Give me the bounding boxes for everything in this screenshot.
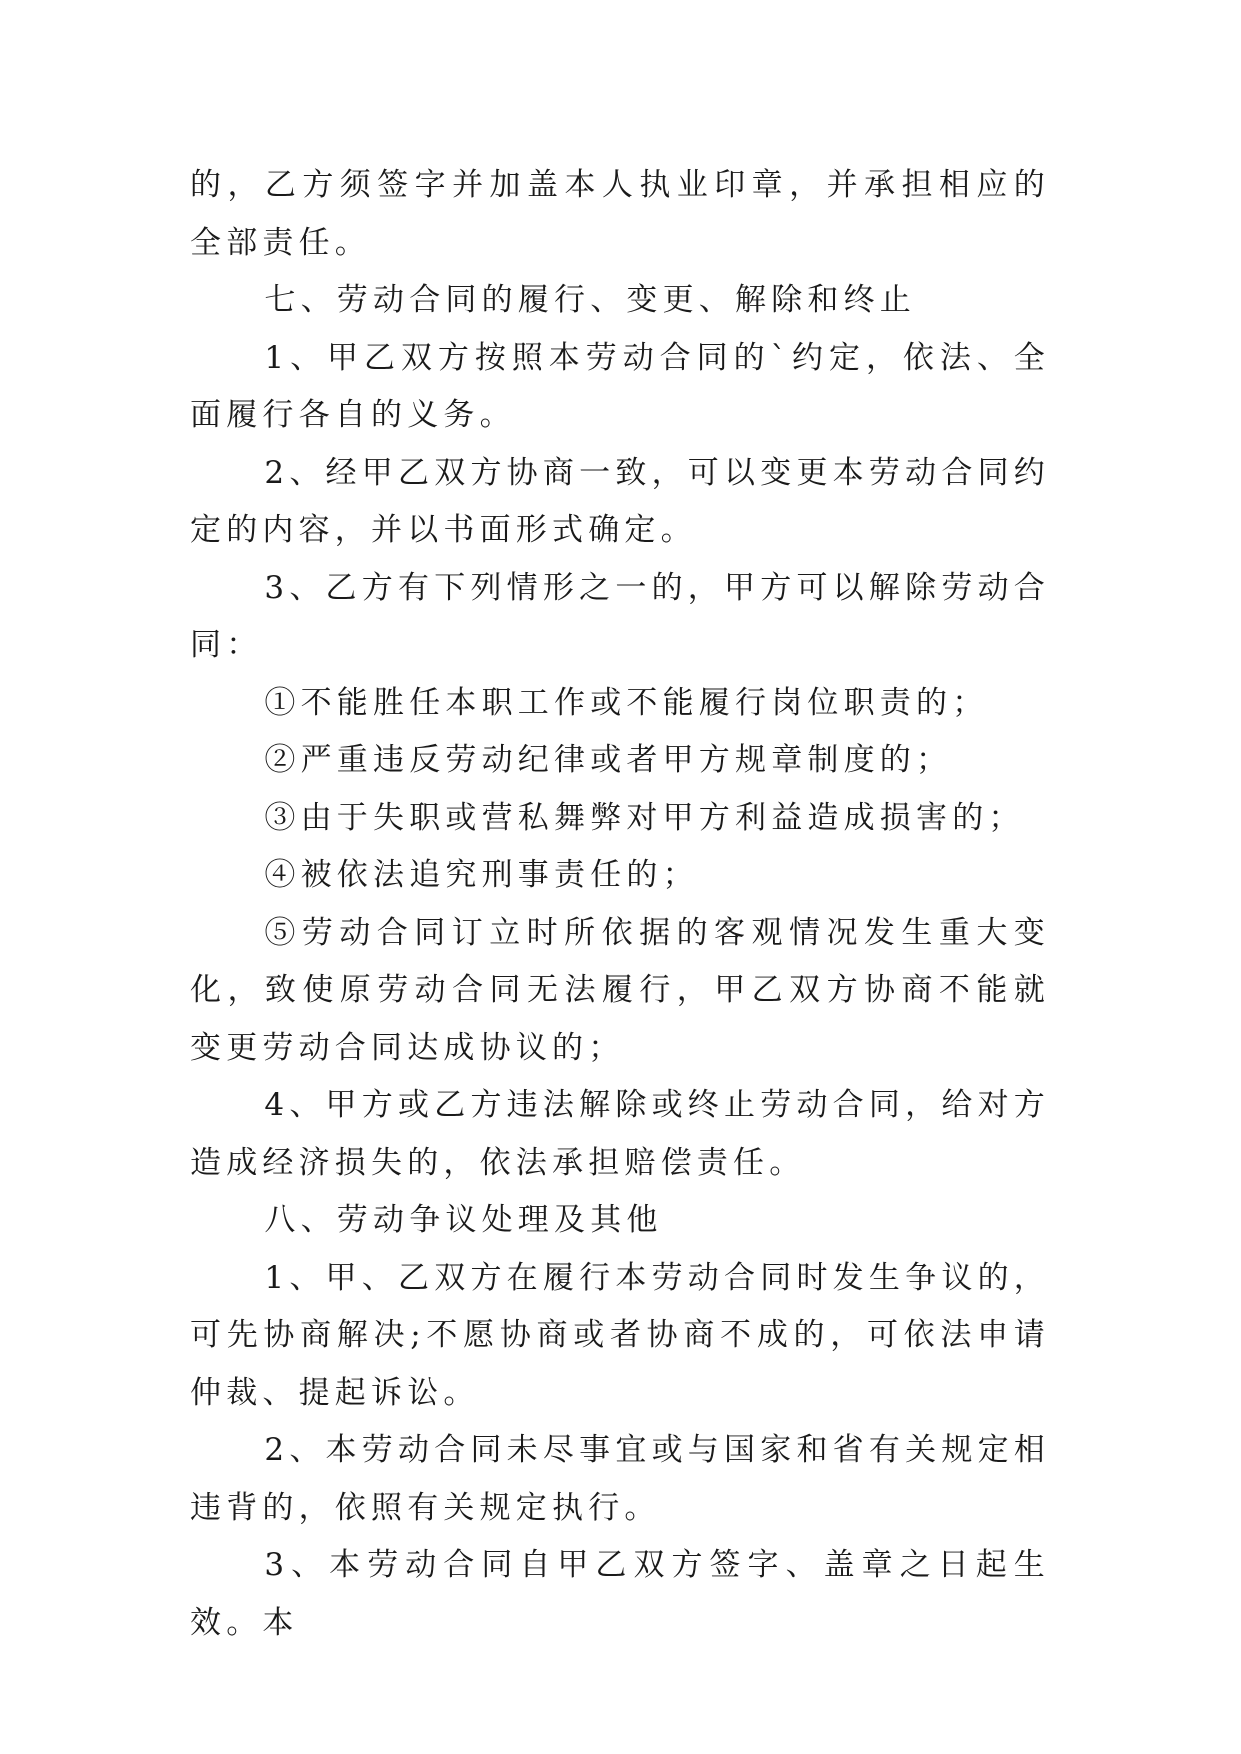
list-item-4: ④被依法追究刑事责任的； [264, 857, 699, 893]
clause-7-4: 4、甲方或乙方违法解除或终止劳动合同，给对方造成经济损失的，依法承担赔偿责任。 [190, 1087, 1050, 1181]
clause-7-2: 2、经甲乙双方协商一致，可以变更本劳动合同约定的内容，并以书面形式确定。 [190, 454, 1050, 548]
section-heading-7: 七、劳动合同的履行、变更、解除和终止 [264, 282, 916, 318]
clause-7-3: 3、乙方有下列情形之一的，甲方可以解除劳动合同： [190, 569, 1050, 663]
paragraph-continuation: 的，乙方须签字并加盖本人执业印章，并承担相应的全部责任。 [190, 167, 1050, 261]
clause-8-3: 3、本劳动合同自甲乙双方签字、盖章之日起生效。本 [190, 1547, 1050, 1641]
list-item-3: ③由于失职或营私舞弊对甲方利益造成损害的； [264, 799, 1025, 836]
section-heading-8: 八、劳动争议处理及其他 [264, 1202, 663, 1238]
clause-7-1: 1、甲乙双方按照本劳动合同的`约定，依法、全面履行各自的义务。 [190, 339, 1050, 433]
list-item-5: ⑤劳动合同订立时所依据的客观情况发生重大变化，致使原劳动合同无法履行，甲乙双方协商不能就变更劳动合同达成协议的； [190, 914, 1050, 1066]
clause-8-2: 2、本劳动合同未尽事宜或与国家和省有关规定相违背的，依照有关规定执行。 [190, 1432, 1050, 1526]
list-item-1: ①不能胜任本职工作或不能履行岗位职责的； [264, 684, 989, 721]
clause-8-1: 1、甲、乙双方在履行本劳动合同时发生争议的，可先协商解决;不愿协商或者协商不成的，可依法申请仲裁、提起诉讼。 [190, 1259, 1050, 1411]
list-item-2: ②严重违反劳动纪律或者甲方规章制度的； [264, 742, 953, 778]
document-body [190, 157, 1050, 1652]
